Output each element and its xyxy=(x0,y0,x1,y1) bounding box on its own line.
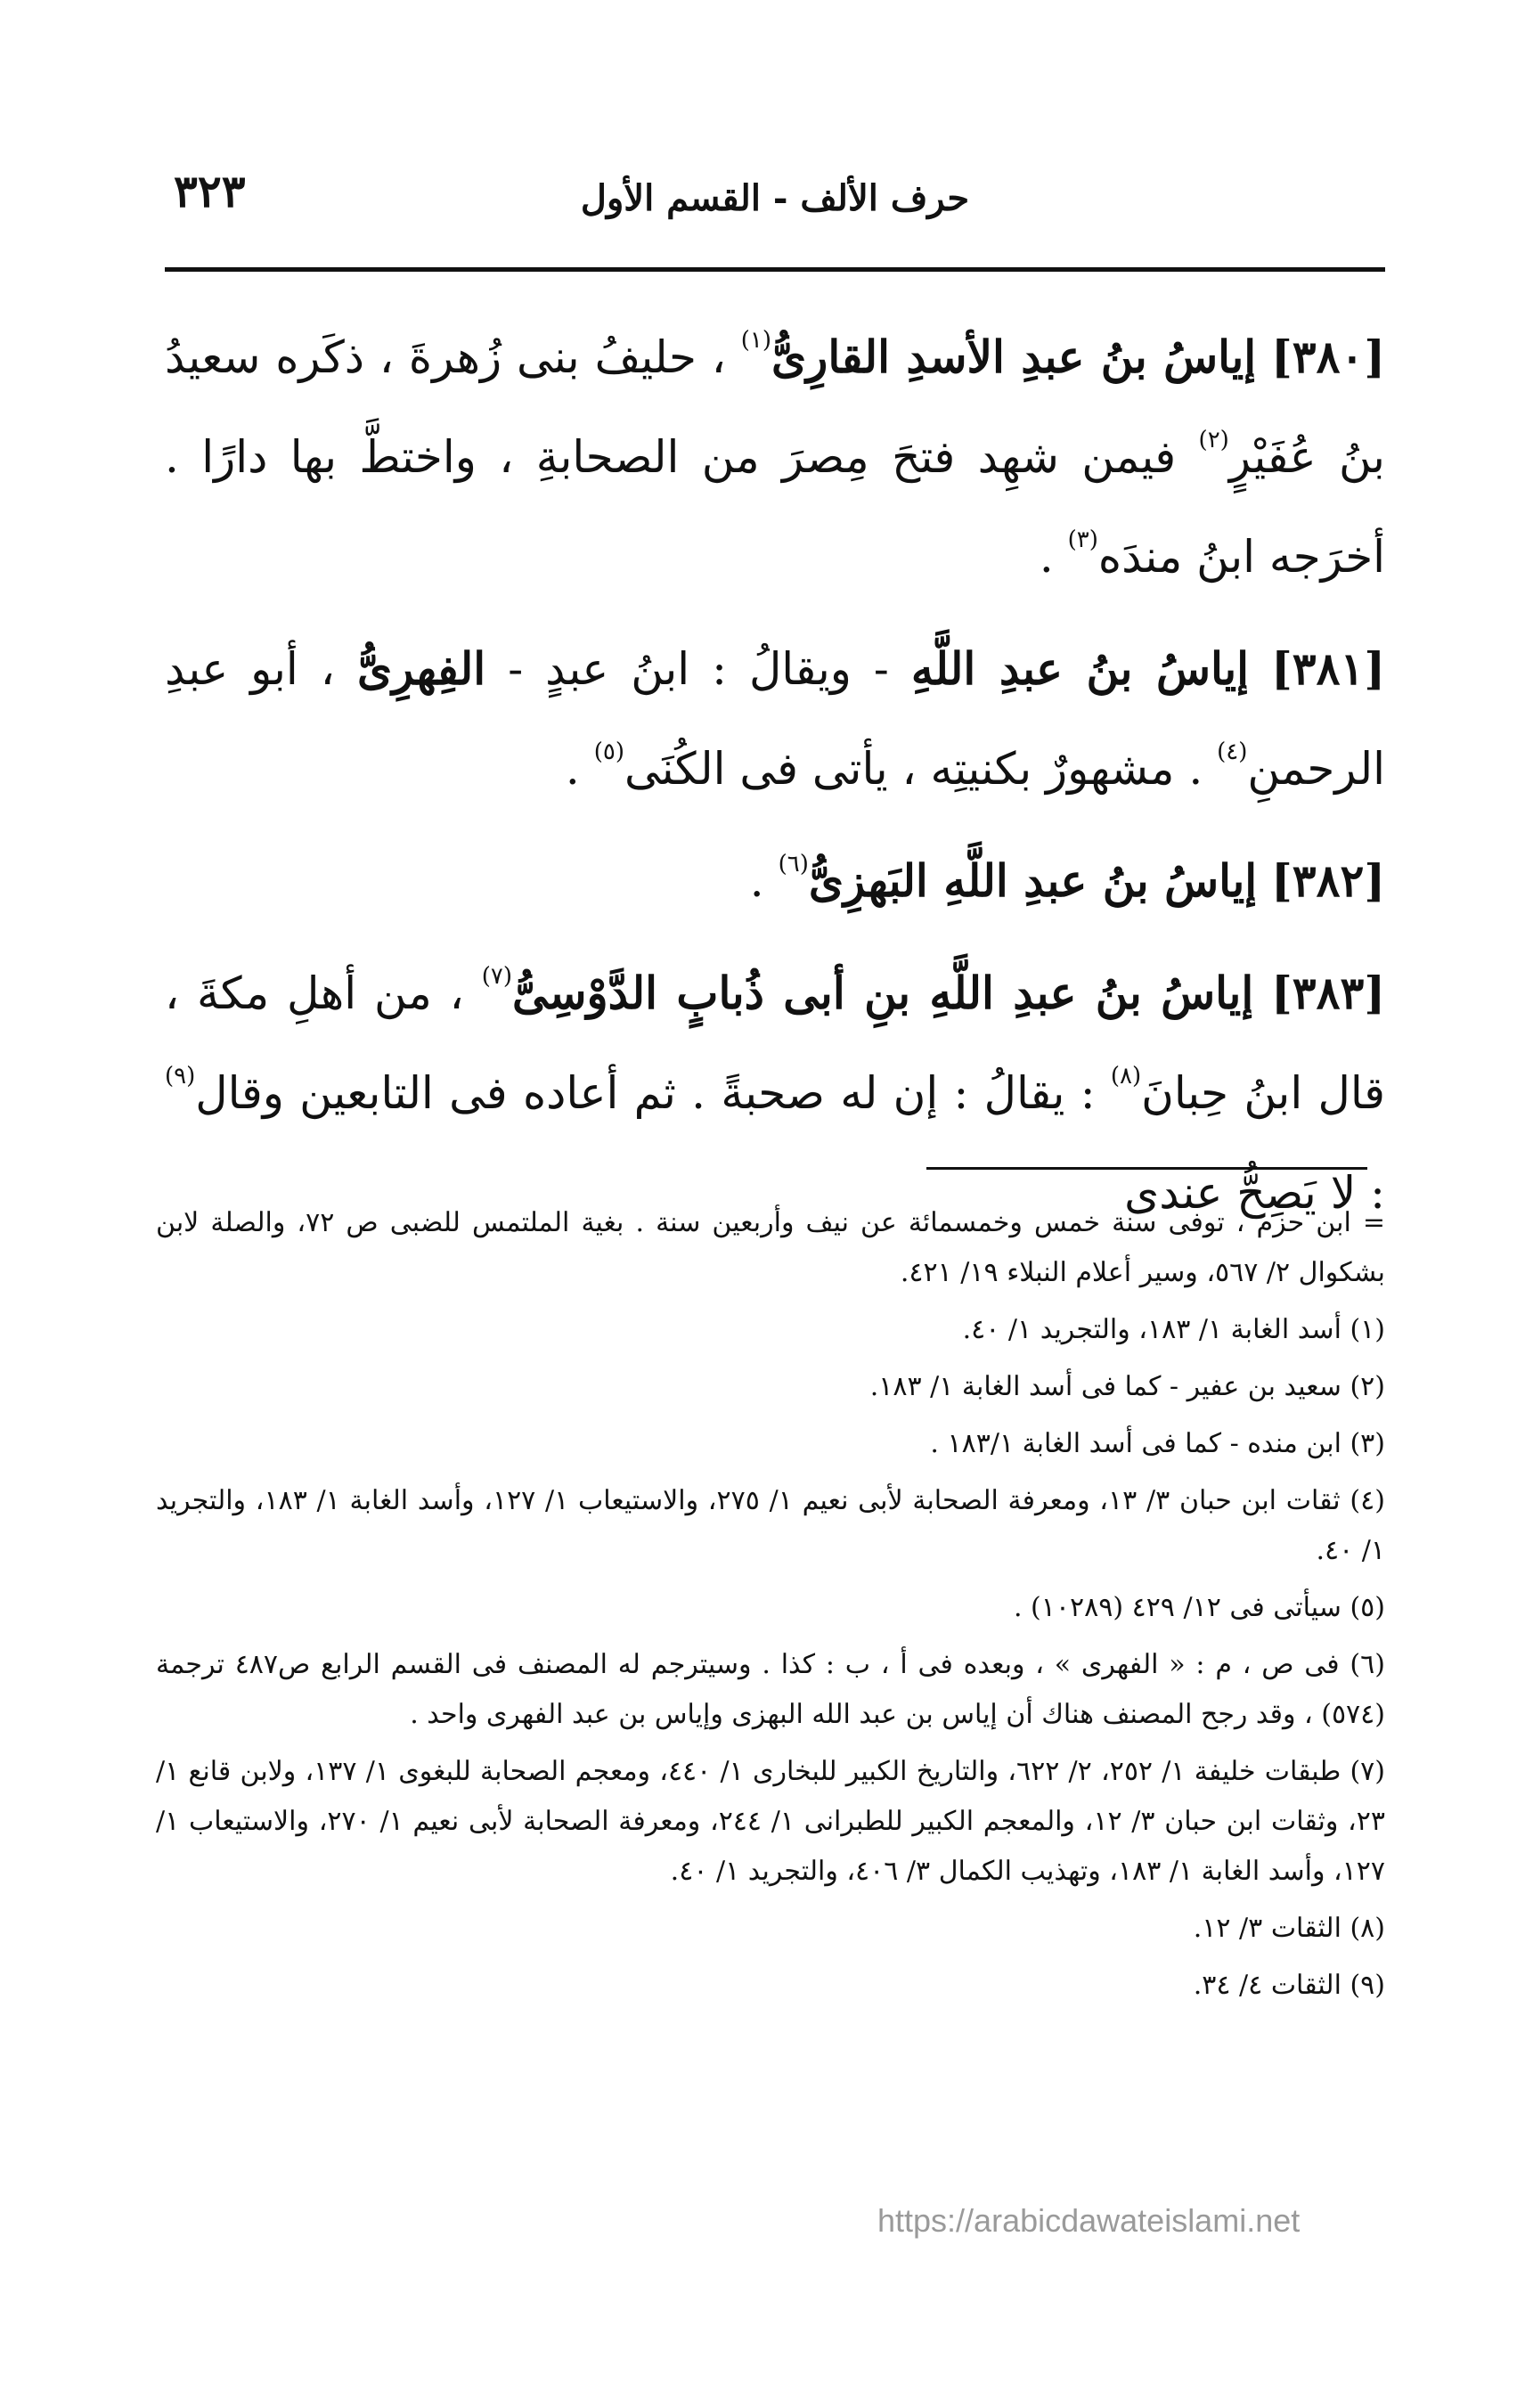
footnote-5: (٥) سيأتى فى ١٢/ ٤٢٩ (١٠٢٨٩) . xyxy=(1013,1592,1385,1623)
footnote-ref: (٢) xyxy=(1198,427,1229,453)
footnote-continuation: = ابن حزم ، توفى سنة خمس وخمسمائة عن نيف وأربعين سنة . بغية الملتمس للضبى ص ٧٢، والصلة لابن بشكوال ٢/ ٥٦٧، وسير أعلام النبلاء ١٩/ ٤٢١. xyxy=(156,1207,1385,1288)
running-title: حرف الألف - القسم الأول xyxy=(580,177,970,219)
entry-text: فيمن شهِد فتحَ مِصرَ من الصحابةِ ، واختطَّ بها دارًا . أخرَجه ابنُ مندَه xyxy=(165,431,1385,583)
footnote-8: (٨) الثقات ٣/ ١٢. xyxy=(1193,1913,1385,1944)
footnotes xyxy=(156,1198,1385,2018)
footnote-ref: (٨) xyxy=(1110,1063,1142,1090)
entry-number: [٣٨٣] xyxy=(1271,967,1385,1019)
entry-381 xyxy=(165,619,1385,819)
entry-name: إياسُ بنُ عبدِ اللَّهِ بنِ أبى ذُبابٍ الدَّوْسِىُّ xyxy=(511,967,1254,1019)
main-text xyxy=(165,307,1385,1255)
entry-name: إياسُ بنُ عبدِ اللَّهِ البَهزِىُّ xyxy=(808,854,1258,907)
footnote-1: (١) أسد الغابة ١/ ١٨٣، والتجريد ١/ ٤٠. xyxy=(962,1314,1385,1345)
entry-name: إياسُ بنُ عبدِ الأسدِ القارِىُّ xyxy=(771,331,1257,383)
footnote-4: (٤) ثقات ابن حبان ٣/ ١٣، ومعرفة الصحابة لأبى نعيم ١/ ٢٧٥، والاستيعاب ١/ ١٢٧، وأسد الغابة ١/ ١٨٣، والتجريد ١/ ٤٠. xyxy=(156,1485,1385,1566)
page-number: ٣٢٣ xyxy=(174,165,246,217)
footnote-rule xyxy=(926,1167,1367,1170)
footnote-3: (٣) ابن منده - كما فى أسد الغابة ١٨٣/١ . xyxy=(930,1428,1385,1459)
entry-text: ، من أهلِ مكةَ ، قال ابنُ حِبانَ xyxy=(165,967,1385,1119)
entry-number: [٣٨٢] xyxy=(1271,854,1385,907)
entry-name: إياسُ بنُ عبدِ اللَّهِ xyxy=(910,642,1250,695)
entry-text: . xyxy=(749,855,764,907)
footnote-ref: (٩) xyxy=(165,1063,196,1090)
watermark-url: https://arabicdawateislami.net xyxy=(877,2202,1301,2239)
header-rule xyxy=(165,267,1385,272)
entry-name-nisba: الفِهرِىُّ xyxy=(356,642,486,695)
footnote-ref: (٤) xyxy=(1217,739,1248,765)
entry-380 xyxy=(165,307,1385,607)
entry-text: - ويقالُ : ابنُ عبدٍ - xyxy=(508,643,889,695)
footnote-9: (٩) الثقات ٤/ ٣٤. xyxy=(1193,1970,1385,2001)
entry-text: : يقالُ : إن له صحبةً . ثم أعاده فى التابعين وقال xyxy=(195,1067,1096,1119)
entry-number: [٣٨٠] xyxy=(1271,331,1385,383)
entry-number: [٣٨١] xyxy=(1271,642,1386,695)
footnote-ref: (٣) xyxy=(1067,526,1098,553)
entry-382 xyxy=(165,831,1385,931)
entry-text: : لا يَصِحُّ عندى xyxy=(1124,1167,1385,1219)
entry-text: ، حليفُ بنى زُهرةَ ، ذكَره سعيدُ بنُ عُفَيْرٍ xyxy=(165,331,1385,483)
entry-text: . xyxy=(1039,531,1054,583)
entry-text: . مشهورٌ بكنيتِه ، يأتى فى الكُنَى xyxy=(624,743,1203,795)
entry-text: ، أبو عبدِ الرحمنِ xyxy=(165,643,1385,795)
footnote-ref: (٧) xyxy=(481,963,512,990)
footnote-ref: (٦) xyxy=(778,851,809,877)
footnote-ref: (٥) xyxy=(593,739,624,765)
footnote-6: (٦) فى ص ، م : « الفهرى » ، وبعده فى أ ، ب : كذا . وسيترجم له المصنف فى القسم الرابع ص٤٨٧ ترجمة (٥٧٤) ، وقد رجح المصنف هناك أن إياس بن عبد الله البهزى وإياس بن عبد الفهرى واحد . xyxy=(156,1649,1385,1730)
entry-text: . xyxy=(565,743,580,795)
page-header xyxy=(165,165,1385,236)
footnote-2: (٢) سعيد بن عفير - كما فى أسد الغابة ١/ ١٨٣. xyxy=(869,1371,1385,1402)
footnote-7: (٧) طبقات خليفة ١/ ٢٥٢، ٢/ ٦٢٢، والتاريخ الكبير للبخارى ١/ ٤٤٠، ومعجم الصحابة للبغوى ١/ ١٣٧، ولابن قانع ١/ ٢٣، وثقات ابن حبان ٣/ ١٢، والمعجم الكبير للطبرانى ١/ ٢٤٤، ومعرفة الصحابة لأبى نعيم ١/ ٢٧٠، والاستيعاب ١/ ١٢٧، وأسد الغابة ١/ ١٨٣، وتهذيب الكمال ٣/ ٤٠٦، والتجريد ١/ ٤٠. xyxy=(156,1756,1386,1887)
footnote-ref: (١) xyxy=(740,327,772,354)
